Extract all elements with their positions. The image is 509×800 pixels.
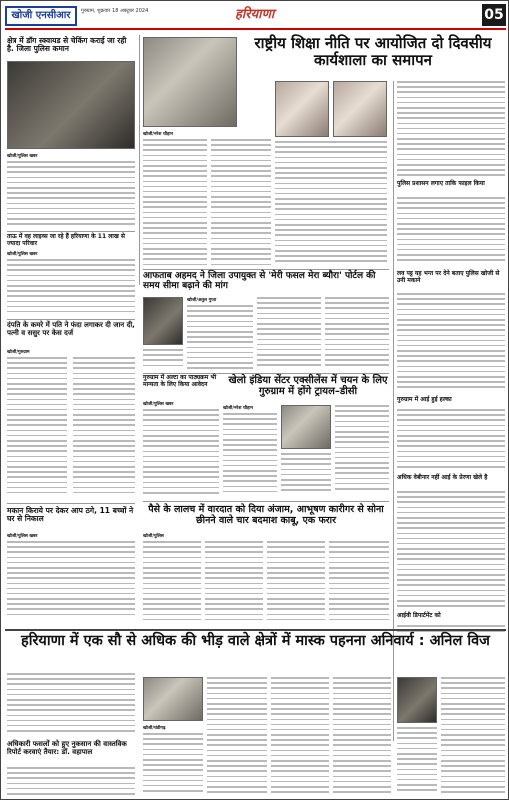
photo-aftab [143, 297, 183, 345]
body-education-col3 [275, 141, 387, 267]
body-families [7, 259, 135, 317]
divider [7, 319, 135, 320]
sidebar-body-4 [397, 491, 505, 611]
byline-aftab: खोजी/अतुल गुप्ता [187, 298, 217, 303]
page-number: 05 [482, 4, 506, 26]
body-couple-col1 [7, 357, 67, 499]
headline-it-dept: आईवी डिपार्टमेंट को [397, 612, 441, 619]
byline-alta: खोजी/पुलिस खबर [143, 402, 174, 407]
body-khelo-col3 [335, 405, 389, 499]
masthead [5, 4, 506, 30]
headline-alta: गुरुग्राम में अल्टा का पाठ्यक्रम भी मान्यता के लिए किया आवेदन [143, 374, 217, 388]
section-title: हरियाणा [235, 7, 275, 22]
headline-couple: दंपति के कमरे में पति ने फंदा लगाकर दी जान दी, पत्नी व ससुर पर केस दर्ज [7, 321, 135, 337]
body-rent [7, 541, 135, 621]
headline-aftab: आफताब अहमद ने जिला उपायुक्त से 'मेरी फसल मेरा ब्यौरा' पोर्टल की समय सीमा बढ़ाने की मांग [143, 271, 376, 292]
body-aftab-col3 [325, 297, 389, 371]
body-khelo-col2 [281, 453, 331, 499]
sidebar-body-2 [397, 293, 505, 393]
byline-families: खोजी/पुलिस खबर [7, 252, 38, 257]
body-dog-squad [7, 161, 135, 229]
byline-mask: खोजी/चंडीगढ़ [143, 726, 166, 731]
photo-workshop-3 [333, 81, 387, 137]
body-education-col4 [397, 81, 505, 179]
body-mask-col4 [333, 677, 391, 797]
divider [7, 231, 135, 232]
headline-families: ताऊ में वह लाइव्स जा रहे हैं हरियाणा के 11 लाख से ज्यादा परिवार [7, 233, 125, 247]
byline-dog-squad: खोजी/पुलिस खबर [7, 154, 38, 159]
body-aftab-col0 [143, 349, 183, 371]
body-education-col2 [211, 139, 271, 267]
headline-crops: अधिकारी फसलों को हुए नुकसान की वास्तविक रिपोर्ट करवाएं तैयार: डॉ. वहापाल [7, 740, 127, 756]
sidebar-headline-2: लव पट्ट यह भन्त पर देने बताए पुलिस खोजी से उनी मकाने [397, 270, 500, 284]
byline-rent: खोजी/पुलिस खबर [7, 534, 38, 539]
body-mask-col1 [143, 733, 203, 797]
sidebar-headline-1: पुलिस प्रशासन लगाए ताकि फाइल किया [397, 180, 485, 187]
photo-workshop-2 [275, 81, 329, 137]
photo-workshop [143, 37, 237, 127]
sidebar-headline-4: अधिक वेबीनार नहीं आई के प्रेरणा खेले है [397, 474, 488, 481]
headline-education-policy: राष्ट्रीय शिक्षा नीति पर आयोजित दो दिवसीय कार्यशाला का समापन [254, 34, 492, 69]
paper-logo: खोजी एनसीआर [5, 6, 77, 26]
body-mask-col3 [271, 677, 329, 797]
body-crops [7, 767, 135, 797]
body-mask-col6 [397, 727, 437, 797]
headline-theft: पैसे के लालच में वारदात को दिया अंजाम, आभूषण कारीगर से सोना छीनने वाले चार बदमाश काबू, एक फरार [148, 504, 384, 526]
body-couple-col2 [73, 357, 135, 499]
divider-bottom [5, 629, 506, 631]
body-aftab-col1 [187, 305, 253, 371]
masthead-meta: गुरुग्राम, शुक्रवार 18 अक्टूबर 2024 [81, 8, 149, 14]
column-rule [139, 35, 140, 285]
divider [7, 503, 135, 504]
divider [143, 269, 389, 270]
sidebar-body-3 [397, 409, 505, 471]
sidebar-headline-3: गुरुग्राम में आई हुई हल्का [397, 396, 452, 403]
body-aftab-col2 [257, 297, 321, 371]
body-theft-col1 [143, 541, 201, 625]
body-mask-col2 [207, 677, 267, 797]
byline-couple: खोजी/गुरुग्राम [7, 350, 30, 355]
sidebar-body-1 [397, 197, 505, 267]
headline-dog-squad: क्षेत्र में डॉग स्क्वायड से चेकिंग कराई जा रही है. जिला पुलिस कमान [7, 36, 127, 54]
body-theft-col4 [329, 541, 389, 625]
byline-theft: खोजी/पुलिस [143, 534, 164, 539]
body-mask-col5 [441, 677, 505, 797]
byline-khelo: खोजी/नरेश चौहान [223, 406, 254, 411]
body-education-col1 [143, 139, 207, 267]
photo-dog-squad [7, 61, 135, 149]
byline-education-policy: खोजी/नरेश चौहान [143, 132, 174, 137]
body-crops-top [7, 673, 135, 739]
body-khelo-col1 [223, 413, 277, 499]
photo-khelo [281, 405, 331, 449]
body-alta [143, 409, 219, 499]
headline-khelo-india: खेलो इंडिया सेंटर एक्सीलेंस में चयन के लिए गुरुग्राम में होंगे ट्रायल–डीसी [228, 375, 388, 398]
photo-vij [143, 677, 203, 721]
headline-rent: मकान किराये पर देकर आप ठगे, 11 बच्चों ने घर से निकाल [7, 506, 134, 524]
headline-mask: हरियाणा में एक सौ से अधिक की भीड़ वाले क्षेत्रों में मास्क पहनना अनिवार्य : अनिल विज [21, 633, 490, 649]
photo-vij-portrait [397, 677, 437, 723]
body-theft-col3 [267, 541, 325, 625]
divider [143, 501, 389, 502]
body-theft-col2 [205, 541, 263, 625]
